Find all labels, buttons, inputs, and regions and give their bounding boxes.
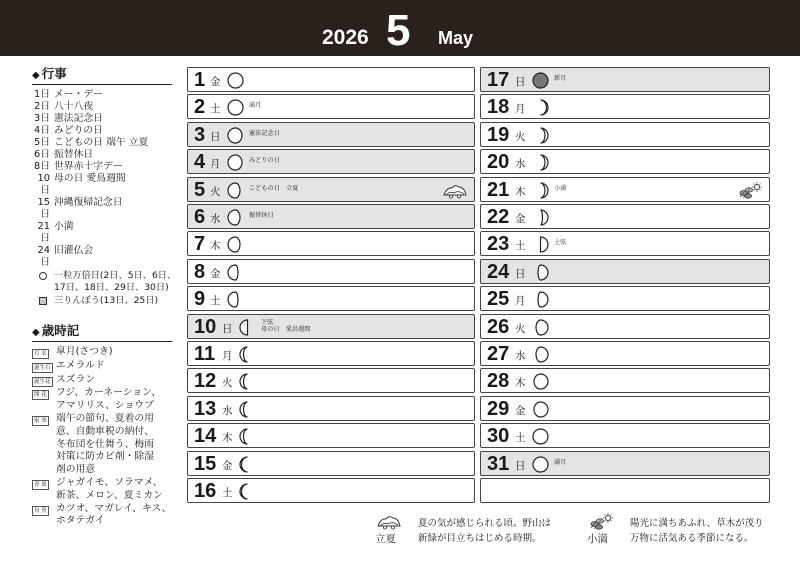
moon-phase-icon xyxy=(531,126,550,145)
event-item xyxy=(32,137,172,149)
day-number: 23 xyxy=(487,233,510,256)
event-item xyxy=(32,101,172,113)
moon-phase-icon xyxy=(531,400,550,419)
diamond-icon: ◆ xyxy=(32,327,40,338)
weekday: 土 xyxy=(515,432,526,445)
weekday: 月 xyxy=(210,158,221,171)
weekday: 火 xyxy=(515,130,526,143)
moon-phase-icon xyxy=(531,345,550,364)
legend-line: 一粒万倍日(2日、5日、6日、 xyxy=(54,270,177,281)
month-number: 5 xyxy=(386,6,411,55)
event-text: 八十八夜 xyxy=(54,101,94,112)
saijiki-text xyxy=(56,346,172,360)
event-text: メー・デー xyxy=(54,89,103,100)
saijiki-label: 開 花 xyxy=(34,392,47,399)
day-cell[interactable] xyxy=(480,396,770,421)
saijiki-line: エメラルド xyxy=(56,359,105,371)
moon-phase-icon xyxy=(238,318,257,337)
day-cell[interactable] xyxy=(480,94,770,119)
day-number: 14 xyxy=(194,425,217,448)
day-note xyxy=(249,157,280,165)
event-item xyxy=(32,173,172,197)
moon-phase-icon xyxy=(238,482,257,501)
moon-phase-icon xyxy=(238,345,257,364)
day-cell[interactable] xyxy=(480,122,770,147)
day-cell[interactable] xyxy=(187,231,475,256)
solar-term-text xyxy=(630,516,764,546)
day-cell[interactable] xyxy=(187,451,475,476)
saijiki-item xyxy=(32,374,172,388)
moon-phase-icon xyxy=(238,455,257,474)
day-note-line: 母の日 愛鳥週間 xyxy=(261,326,311,334)
weekday: 月 xyxy=(222,350,233,362)
day-note xyxy=(249,212,274,220)
rikka-icon xyxy=(442,181,468,200)
weekday: 水 xyxy=(515,158,526,171)
event-item xyxy=(32,125,172,137)
day-number: 29 xyxy=(487,397,510,420)
event-day: 21日 xyxy=(37,221,50,244)
solar-term-line: 夏の気が感じられる頃。野山は xyxy=(418,518,552,529)
weekday: 土 xyxy=(515,240,526,253)
day-note-line: こどもの日 立夏 xyxy=(249,184,299,192)
day-number: 18 xyxy=(487,96,510,119)
day-number: 24 xyxy=(487,260,510,283)
saijiki-label: 青 果 xyxy=(34,481,47,488)
event-item xyxy=(32,113,172,125)
moon-phase-icon xyxy=(531,318,550,337)
day-cell[interactable] xyxy=(480,204,770,229)
event-item xyxy=(32,221,172,245)
moon-phase-icon xyxy=(238,400,257,419)
legend-item xyxy=(32,295,172,307)
weekday: 日 xyxy=(222,322,233,335)
weekday: 水 xyxy=(515,350,526,362)
saijiki-text xyxy=(56,477,172,503)
day-note-line: 新月 xyxy=(554,75,567,82)
moon-phase-icon xyxy=(226,290,245,309)
day-cell[interactable] xyxy=(187,67,475,92)
saijiki-section xyxy=(32,321,172,528)
event-text: 小満 xyxy=(54,221,74,232)
event-day: 10日 xyxy=(37,173,50,196)
event-day: 5日 xyxy=(33,137,50,148)
saijiki-item xyxy=(32,360,172,374)
weekday: 金 xyxy=(222,459,233,472)
day-number: 26 xyxy=(487,315,510,338)
solar-term-line: 陽光に満ちあふれ、草木が茂り xyxy=(630,518,764,529)
event-text: 旧灌仏会 xyxy=(54,245,94,256)
day-cell[interactable] xyxy=(187,478,475,503)
weekday: 金 xyxy=(210,76,221,88)
circle-icon xyxy=(32,270,54,294)
year-label: 2026 xyxy=(322,26,369,49)
weekday: 月 xyxy=(515,295,526,308)
weekday: 土 xyxy=(210,103,221,116)
solar-term-text xyxy=(418,516,551,546)
event-text: こどもの日 端午 立夏 xyxy=(54,137,149,148)
new-moon-icon xyxy=(531,71,550,90)
square-icon xyxy=(32,295,54,307)
day-number: 28 xyxy=(487,370,510,393)
day-cell[interactable] xyxy=(187,286,475,311)
weekday: 日 xyxy=(515,76,526,88)
day-cell[interactable] xyxy=(187,341,475,366)
day-number: 20 xyxy=(487,151,510,174)
event-text: 沖縄復帰記念日 xyxy=(54,197,123,208)
weekday: 火 xyxy=(222,377,233,390)
day-note xyxy=(554,459,566,467)
saijiki-text xyxy=(56,503,172,529)
saijiki-line: カツオ、マガレイ、キス、 xyxy=(56,502,172,514)
day-cell[interactable] xyxy=(480,149,770,174)
moon-phase-icon xyxy=(531,263,550,282)
weekday: 日 xyxy=(210,130,221,143)
event-item xyxy=(32,161,172,173)
day-cell[interactable] xyxy=(187,396,475,421)
full-moon-icon xyxy=(226,98,245,117)
saijiki-text xyxy=(56,360,172,374)
day-number: 15 xyxy=(194,452,217,475)
sidebar xyxy=(32,64,177,528)
day-number: 2 xyxy=(194,96,206,119)
solar-term-name: 立夏 xyxy=(375,533,396,545)
weekday: 水 xyxy=(210,213,221,225)
moon-phase-icon xyxy=(531,208,550,227)
moon-phase-icon xyxy=(226,208,245,227)
moon-phase-icon xyxy=(238,427,257,446)
weekday: 日 xyxy=(515,459,526,472)
day-note-line: 上弦 xyxy=(554,239,567,247)
weekday: 金 xyxy=(515,213,526,225)
event-item xyxy=(32,149,172,161)
day-number: 5 xyxy=(194,178,206,201)
moon-phase-icon xyxy=(531,290,550,309)
weekday: 木 xyxy=(515,185,526,198)
event-text: 母の日 愛鳥週間 xyxy=(54,173,126,184)
moon-phase-icon xyxy=(226,263,245,282)
day-cell[interactable] xyxy=(480,423,770,448)
events-list xyxy=(32,89,172,269)
moon-phase-icon xyxy=(226,235,245,254)
full-moon-icon xyxy=(531,455,550,474)
saijiki-line: スズラン xyxy=(56,373,96,385)
moon-phase-icon xyxy=(238,372,257,391)
weekday: 木 xyxy=(222,432,233,445)
day-cell[interactable] xyxy=(187,259,475,284)
day-cell[interactable] xyxy=(187,368,475,393)
day-note-line: 満月 xyxy=(554,458,567,466)
event-text: 振替休日 xyxy=(54,149,94,160)
moon-phase-icon xyxy=(226,181,245,200)
day-cell[interactable] xyxy=(480,341,770,366)
day-cell[interactable] xyxy=(480,451,770,476)
day-note-line: みどりの日 xyxy=(249,157,280,165)
day-number: 4 xyxy=(194,151,206,174)
day-number: 31 xyxy=(487,452,510,475)
event-day: 15日 xyxy=(37,197,50,220)
day-cell[interactable] xyxy=(187,149,475,174)
day-cell[interactable] xyxy=(480,231,770,256)
saijiki-text xyxy=(56,374,172,388)
saijiki-label: 誕生花 xyxy=(34,378,51,385)
day-note xyxy=(554,239,566,247)
saijiki-item xyxy=(32,346,172,360)
day-note-line: 満月 xyxy=(249,102,262,110)
full-moon-icon xyxy=(531,427,550,446)
event-day: 3日 xyxy=(33,113,50,124)
day-note xyxy=(261,319,311,334)
saijiki-label: 家 事 xyxy=(34,417,47,424)
day-number: 6 xyxy=(194,206,206,228)
day-number: 13 xyxy=(194,397,217,420)
full-moon-icon xyxy=(226,71,245,90)
event-item xyxy=(32,89,172,101)
solar-term-line: 万物に活気ある季節になる。 xyxy=(630,533,754,544)
day-note-line: 振替休日 xyxy=(249,212,274,219)
day-number: 7 xyxy=(194,233,206,256)
day-cell[interactable] xyxy=(480,368,770,393)
legend-text xyxy=(54,270,176,294)
moon-phase-icon xyxy=(531,235,550,254)
day-number: 21 xyxy=(487,178,510,201)
day-cell[interactable] xyxy=(187,177,475,202)
day-number: 10 xyxy=(194,315,217,338)
saijiki-line: ホタテガイ xyxy=(56,515,105,527)
saijiki-item xyxy=(32,477,172,503)
day-number: 25 xyxy=(487,288,510,311)
event-day: 1日 xyxy=(33,89,50,100)
saijiki-line: 端午の節句、夏着の用 xyxy=(56,412,154,424)
event-item xyxy=(32,245,172,269)
event-text: 世界赤十字デー xyxy=(54,161,123,172)
weekday: 火 xyxy=(515,322,526,335)
weekday: 水 xyxy=(222,404,233,417)
day-cell[interactable] xyxy=(480,314,770,339)
day-number: 17 xyxy=(487,69,510,91)
weekday: 土 xyxy=(222,487,233,499)
day-number: 22 xyxy=(487,206,510,228)
legend-text xyxy=(54,295,172,307)
day-number: 9 xyxy=(194,288,206,311)
saijiki-list xyxy=(32,346,172,528)
event-text: 憲法記念日 xyxy=(54,113,103,124)
day-cell[interactable] xyxy=(480,259,770,284)
event-day: 6日 xyxy=(33,149,50,160)
events-title: ◆ 行事 xyxy=(32,64,172,85)
month-english-name: May xyxy=(438,28,474,48)
moon-phase-icon xyxy=(531,153,550,172)
weekday: 木 xyxy=(210,240,221,253)
saijiki-line: ジャガイモ、ソラマメ、 xyxy=(56,476,163,488)
event-day: 2日 xyxy=(33,101,50,112)
saijiki-text xyxy=(56,387,172,413)
solar-term-name: 小満 xyxy=(587,533,608,545)
day-note xyxy=(554,75,566,83)
day-note xyxy=(554,185,566,193)
saijiki-item xyxy=(32,413,172,477)
saijiki-item xyxy=(32,387,172,413)
legend-list xyxy=(32,270,177,307)
saijiki-label: 月 名 xyxy=(34,351,47,357)
event-text: みどりの日 xyxy=(54,125,103,136)
day-note xyxy=(249,130,280,138)
event-day: 24日 xyxy=(37,245,50,268)
saijiki-title: ◆ 歳時記 xyxy=(32,321,172,342)
event-day: 4日 xyxy=(33,125,50,136)
moon-phase-icon xyxy=(226,126,245,145)
day-number: 3 xyxy=(194,123,206,146)
event-item xyxy=(32,197,172,221)
day-cell-empty xyxy=(480,478,770,503)
moon-phase-icon xyxy=(531,181,550,200)
day-cell[interactable] xyxy=(187,122,475,147)
saijiki-line: 冬布団を仕舞う、梅雨 xyxy=(56,438,154,450)
weekday: 金 xyxy=(210,267,221,280)
weekday: 日 xyxy=(515,267,526,280)
saijiki-line: 意、自動車税の納付、 xyxy=(56,425,154,437)
day-number: 8 xyxy=(194,260,206,283)
day-number: 19 xyxy=(487,123,510,146)
day-note xyxy=(249,185,299,193)
day-note-line: 憲法記念日 xyxy=(249,129,280,137)
day-note xyxy=(249,102,261,110)
saijiki-line: 新茶、メロン、夏ミカン xyxy=(56,489,163,501)
saijiki-item xyxy=(32,503,172,529)
day-cell[interactable] xyxy=(187,314,475,339)
day-note-line: 小満 xyxy=(554,184,567,192)
moon-phase-icon xyxy=(226,153,245,172)
saijiki-line: 対策に防カビ剤・除湿 xyxy=(56,451,154,463)
shoman-icon xyxy=(737,181,763,200)
day-cell[interactable] xyxy=(480,286,770,311)
weekday: 月 xyxy=(515,103,526,116)
saijiki-label: 誕生石 xyxy=(34,364,51,371)
day-number: 30 xyxy=(487,425,510,448)
day-note-line: 下弦 xyxy=(261,318,274,326)
weekday: 金 xyxy=(515,404,526,417)
weekday: 土 xyxy=(210,295,221,308)
diamond-icon: ◆ xyxy=(32,70,40,81)
weekday: 火 xyxy=(210,185,221,198)
saijiki-line: 皐月(さつき) xyxy=(56,346,113,357)
moon-phase-icon xyxy=(531,372,550,391)
saijiki-line: フジ、カーネーション、 xyxy=(56,387,161,399)
saijiki-line: アマリリス、ショウブ xyxy=(56,400,154,412)
day-cell[interactable] xyxy=(187,204,475,229)
day-number: 12 xyxy=(194,370,217,393)
legend-line: 三りんぼう(13日、25日) xyxy=(54,295,159,306)
weekday: 木 xyxy=(515,377,526,390)
saijiki-label: 旬 魚 xyxy=(34,507,47,514)
event-day: 8日 xyxy=(33,161,50,172)
legend-line: 17日、18日、29日、30日) xyxy=(54,282,169,293)
day-number: 11 xyxy=(194,343,216,365)
day-cell[interactable] xyxy=(480,177,770,202)
legend-item xyxy=(32,270,177,294)
day-number: 27 xyxy=(487,343,510,365)
day-cell[interactable] xyxy=(187,94,475,119)
moon-phase-icon xyxy=(531,98,550,117)
day-cell[interactable] xyxy=(480,67,770,92)
day-number: 1 xyxy=(194,69,206,91)
day-number: 16 xyxy=(194,480,217,502)
saijiki-text xyxy=(56,413,172,477)
saijiki-line: 剤の用意 xyxy=(56,464,96,476)
solar-term-line: 新緑が目立ちはじめる時期。 xyxy=(418,533,542,544)
day-cell[interactable] xyxy=(187,423,475,448)
month-header xyxy=(0,0,800,56)
